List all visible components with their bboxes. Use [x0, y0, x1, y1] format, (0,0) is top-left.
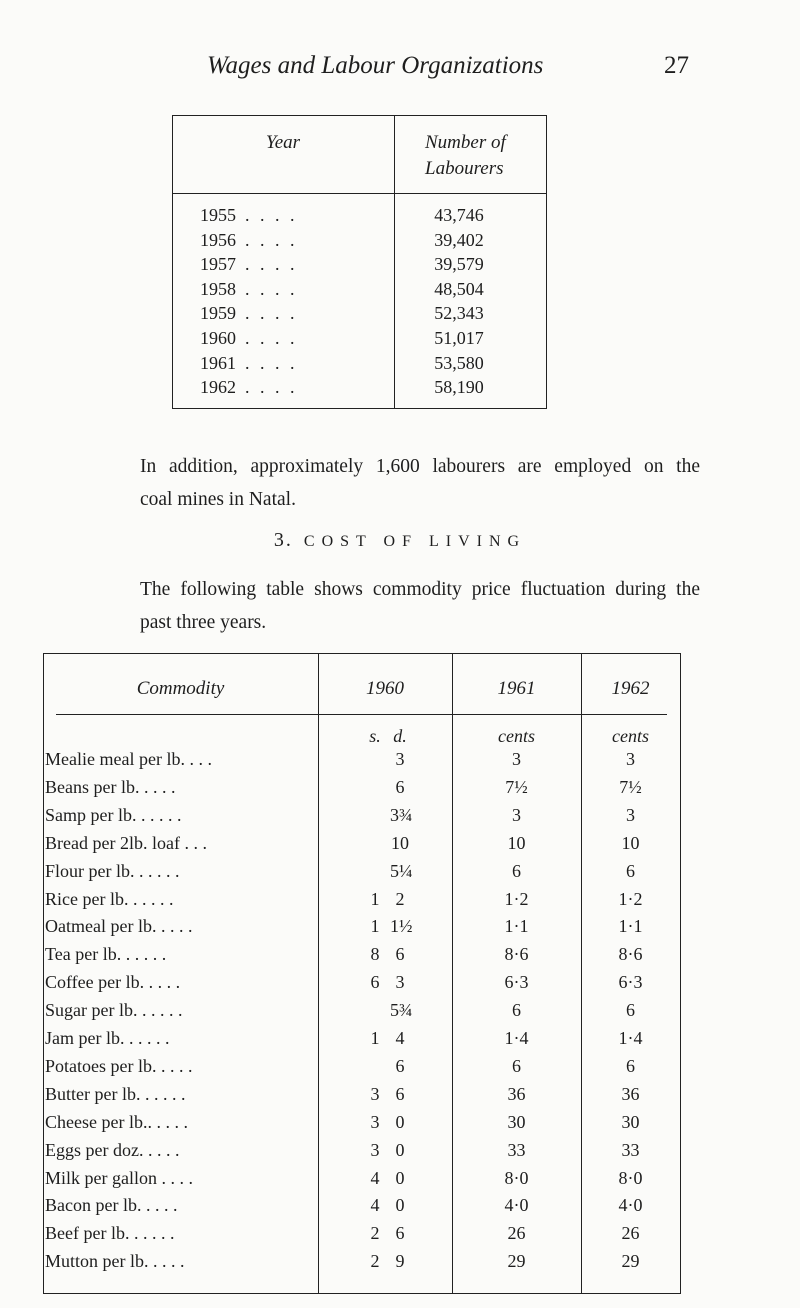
header-1961: 1961: [497, 678, 536, 699]
labourers-cell: 58,190: [434, 377, 484, 398]
labourers-cell: 39,579: [434, 254, 484, 275]
year-cell: 1960: [200, 328, 236, 348]
commodity-cell: Butter per lb. . . . . .: [45, 1083, 186, 1104]
commodity-cell: Potatoes per lb. . . . .: [45, 1055, 193, 1076]
cents-1961-cell: 3: [512, 749, 521, 769]
leader-dots: . . . .: [245, 303, 298, 324]
cents-1961-cell: 10: [507, 832, 526, 853]
paragraph-coal-mines: In addition, approximately 1,600 labourers are employed on the coal mines in Natal.: [140, 456, 700, 510]
cost-of-living-table: [43, 653, 680, 1294]
pence-cell: 6: [395, 1223, 405, 1244]
pence-cell: 2: [395, 888, 405, 909]
section-heading: [0, 529, 800, 552]
pence-cell: 0: [395, 1139, 405, 1160]
cents-1961-cell: 26: [507, 1223, 526, 1244]
cents-1962-cell: 3: [626, 804, 635, 825]
table-row: [172, 205, 546, 227]
table-row: [43, 889, 680, 911]
cents-1961-cell: 36: [507, 1083, 526, 1104]
section-number: 3.: [273, 529, 293, 551]
cents-1961-cell: 8·0: [504, 1167, 529, 1188]
table-row: [43, 1112, 680, 1134]
cents-1961-cell: 30: [507, 1111, 526, 1132]
shillings-cell: 2: [370, 1223, 380, 1244]
cents-1962-cell: 26: [621, 1223, 640, 1244]
commodity-cell: Bread per 2lb. loaf . . .: [45, 832, 207, 853]
table-row: [172, 279, 546, 301]
header-commodity: Commodity: [136, 678, 225, 699]
commodity-cell: Cheese per lb.. . . . .: [45, 1111, 188, 1132]
cents-1961-cell: 3: [512, 804, 521, 825]
cents-1962-cell: 6: [626, 860, 635, 881]
table-row: [43, 916, 680, 938]
unit-pence: d.: [393, 726, 407, 746]
pence-cell: 1½: [390, 916, 413, 937]
cents-1961-cell: 1·4: [504, 1028, 529, 1048]
leader-dots: . . . .: [245, 254, 298, 275]
table-row: [43, 861, 680, 883]
cents-1962-cell: 10: [621, 832, 640, 853]
commodity-cell: Bacon per lb. . . . .: [45, 1195, 178, 1216]
cents-1962-cell: 3: [626, 749, 635, 769]
shillings-cell: 4: [370, 1167, 380, 1188]
pence-cell: 6: [395, 1083, 405, 1104]
table-row: [43, 1084, 680, 1106]
pence-cell: 3: [395, 972, 405, 993]
labourers-cell: 43,746: [434, 205, 484, 225]
cents-1961-cell: 6·3: [504, 972, 529, 993]
labourers-table: [172, 115, 546, 409]
leader-dots: . . . .: [245, 205, 298, 225]
table-row: [43, 1251, 680, 1273]
shillings-cell: 1: [370, 1028, 380, 1048]
pence-cell: 0: [395, 1111, 405, 1132]
pence-cell: 6: [395, 1055, 405, 1076]
year-cell: 1958: [200, 278, 236, 299]
year-cell: 1962: [200, 377, 236, 398]
table-row: [43, 944, 680, 966]
header-number-line1: Number of: [425, 132, 506, 153]
table-row: [43, 1168, 680, 1190]
header-1962: 1962: [611, 678, 650, 699]
header-number-line2: Labourers: [425, 158, 504, 179]
pence-cell: 6: [395, 944, 405, 965]
labourers-cell: 53,580: [434, 352, 484, 373]
year-cell: 1957: [200, 254, 236, 275]
pence-cell: 0: [395, 1195, 405, 1216]
cents-1962-cell: 33: [621, 1139, 640, 1160]
year-cell: 1955: [200, 205, 236, 225]
cents-1961-cell: 1·2: [504, 888, 529, 909]
year-cell: 1956: [200, 229, 236, 250]
cents-1961-cell: 29: [507, 1251, 526, 1272]
pence-cell: 4: [395, 1028, 405, 1048]
pence-cell: 3¾: [390, 804, 413, 825]
cents-1961-cell: 7½: [505, 776, 528, 797]
paragraph-intro: The following table shows commodity price fluctuation during the past three years.: [140, 579, 700, 633]
pence-cell: 9: [395, 1251, 405, 1272]
leader-dots: . . . .: [245, 352, 298, 373]
commodity-cell: Beans per lb. . . . .: [45, 776, 176, 797]
table-row: [43, 1000, 680, 1022]
year-cell: 1961: [200, 352, 236, 373]
pence-cell: 10: [391, 832, 409, 853]
cents-1962-cell: 29: [621, 1251, 640, 1272]
cents-1961-cell: 4·0: [504, 1195, 529, 1216]
table-row: [172, 230, 546, 252]
commodity-cell: Oatmeal per lb. . . . .: [45, 916, 193, 937]
shillings-cell: 2: [370, 1251, 380, 1272]
shillings-cell: 3: [370, 1139, 380, 1160]
cents-1961-cell: 6: [512, 1055, 521, 1076]
commodity-cell: Milk per gallon . . . .: [45, 1167, 193, 1188]
commodity-cell: Samp per lb. . . . . .: [45, 804, 182, 825]
cents-1962-cell: 6·3: [618, 972, 643, 993]
cents-1962-cell: 1·4: [618, 1028, 643, 1048]
cents-1962-cell: 36: [621, 1083, 640, 1104]
unit-cents-1961: cents: [498, 726, 535, 746]
commodity-cell: Eggs per doz. . . . .: [45, 1139, 180, 1160]
shillings-cell: 1: [370, 916, 380, 937]
labourers-cell: 48,504: [434, 278, 484, 299]
commodity-cell: Coffee per lb. . . . .: [45, 972, 181, 993]
table-row: [172, 353, 546, 375]
header-year: Year: [265, 132, 301, 153]
pence-cell: 0: [395, 1167, 405, 1188]
table-row: [43, 749, 680, 771]
header-1960: 1960: [366, 678, 404, 699]
labourers-cell: 52,343: [434, 303, 484, 324]
cents-1962-cell: 1·2: [618, 888, 643, 909]
commodity-cell: Mealie meal per lb. . . .: [45, 749, 212, 769]
table-row: [43, 1195, 680, 1217]
pence-cell: 6: [395, 776, 405, 797]
cents-1962-cell: 30: [621, 1111, 640, 1132]
table-row: [43, 1028, 680, 1050]
page-number: 27: [664, 52, 689, 79]
shillings-cell: 3: [370, 1111, 380, 1132]
table-row: [43, 1056, 680, 1078]
table-row: [172, 328, 546, 350]
commodity-cell: Beef per lb. . . . . .: [45, 1223, 175, 1244]
table-row: [43, 1140, 680, 1162]
table-row: [43, 777, 680, 799]
table-row: [43, 833, 680, 855]
cents-1961-cell: 1·1: [504, 916, 529, 937]
commodity-cell: Jam per lb. . . . . .: [45, 1028, 170, 1048]
table-row: [172, 254, 546, 276]
pence-cell: 3: [395, 749, 405, 769]
cents-1961-cell: 6: [512, 1000, 521, 1021]
commodity-cell: Tea per lb. . . . . .: [45, 944, 167, 965]
shillings-cell: 4: [370, 1195, 380, 1216]
table-row: [43, 1223, 680, 1245]
running-header-title: Wages and Labour Organizations: [207, 52, 544, 79]
cents-1961-cell: 6: [512, 860, 521, 881]
commodity-cell: Sugar per lb. . . . . .: [45, 1000, 183, 1021]
table-row: [172, 377, 546, 399]
section-title: COST OF LIVING: [303, 533, 527, 550]
year-cell: 1959: [200, 303, 236, 324]
shillings-cell: 6: [370, 972, 380, 993]
cents-1962-cell: 8·0: [618, 1167, 643, 1188]
labourers-cell: 51,017: [434, 328, 484, 348]
table-row: [43, 972, 680, 994]
shillings-cell: 1: [370, 888, 380, 909]
cents-1962-cell: 1·1: [618, 916, 643, 937]
leader-dots: . . . .: [245, 229, 298, 250]
shillings-cell: 8: [370, 944, 380, 965]
pence-cell: 5¾: [390, 1000, 413, 1021]
unit-shillings: s.: [369, 726, 381, 746]
leader-dots: . . . .: [245, 328, 298, 348]
commodity-cell: Mutton per lb. . . . .: [45, 1251, 185, 1272]
cents-1962-cell: 6: [626, 1000, 635, 1021]
table-row: [172, 303, 546, 325]
commodity-cell: Rice per lb. . . . . .: [45, 888, 174, 909]
cents-1962-cell: 7½: [619, 776, 642, 797]
cents-1961-cell: 8·6: [504, 944, 529, 965]
labourers-cell: 39,402: [434, 229, 484, 250]
cents-1961-cell: 33: [507, 1139, 526, 1160]
pence-cell: 5¼: [390, 860, 413, 881]
shillings-cell: 3: [370, 1083, 380, 1104]
leader-dots: . . . .: [245, 377, 298, 398]
unit-cents-1962: cents: [612, 726, 649, 746]
commodity-cell: Flour per lb. . . . . .: [45, 860, 180, 881]
cents-1962-cell: 8·6: [618, 944, 643, 965]
leader-dots: . . . .: [245, 278, 298, 299]
table-row: [43, 805, 680, 827]
cents-1962-cell: 4·0: [618, 1195, 643, 1216]
cents-1962-cell: 6: [626, 1055, 635, 1076]
